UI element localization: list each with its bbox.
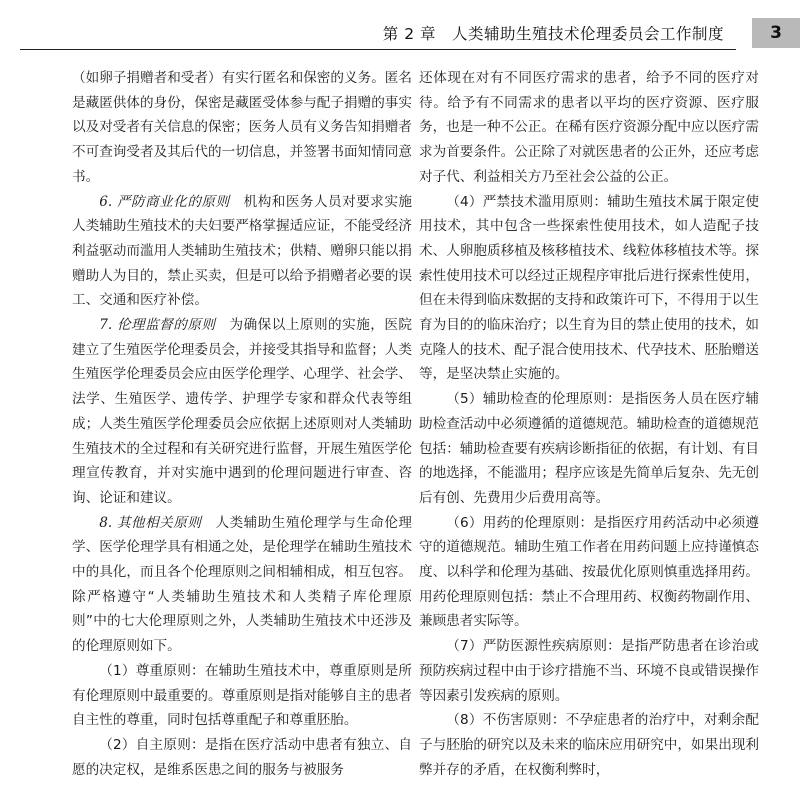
paragraph-text: （2）自主原则：是指在医疗活动中患者有独立、自愿的决定权，是维系医患之间的服务与被服务 <box>72 736 412 778</box>
right-column <box>419 66 759 782</box>
paragraph <box>419 634 759 708</box>
paragraph <box>419 708 759 782</box>
paragraph-text: （6）用药的伦理原则：是指医疗用药活动中必须遵守的道德规范。辅助生殖工作者在用药问题上应持谨慎态度、以科学和伦理为基础、按最优化原则慎重选择用药。用药伦理原则包括：禁止不合理用药、权衡药物副作用、兼顾患者实际等。 <box>419 514 759 630</box>
paragraph <box>72 313 412 511</box>
paragraph <box>419 511 759 635</box>
paragraph <box>419 387 759 511</box>
paragraph <box>419 66 759 190</box>
paragraph-text: （如卵子捐赠者和受者）有实行匿名和保密的义务。匿名是藏匿供体的身份，保密是藏匿受体参与配子捐赠的事实以及对受者有关信息的保密；医务人员有义务告知捐赠者不可查询受者及其后代的一切信息，并签署书面知情同意书。 <box>72 70 412 185</box>
paragraph-text: （8）不伤害原则：不孕症患者的治疗中，对剩余配子与胚胎的研究以及未来的临床应用研究中，如果出现利弊并存的矛盾，在权衡利弊时， <box>419 712 759 778</box>
paragraph <box>72 190 412 314</box>
page-header <box>0 0 800 64</box>
paragraph <box>72 659 412 733</box>
paragraph <box>419 190 759 388</box>
principle-heading: 7. 伦理监督的原则 <box>99 317 216 334</box>
principle-heading: 8. 其他相关原则 <box>99 514 202 531</box>
paragraph-text: （7）严防医源性疾病原则：是指严防患者在诊治或预防疾病过程中由于诊疗措施不当、环境不良或错误操作等因素引发疾病的原则。 <box>419 638 759 704</box>
left-column <box>72 66 412 782</box>
paragraph-text: 还体现在对有不同医疗需求的患者，给予不同的医疗对待。给予有不同需求的患者以平均的医疗资源、医疗服务，也是一种不公正。在稀有医疗资源分配中应以医疗需求为首要条件。公正除了对就医患者的公正外，还应考虑对子代、利益相关方乃至社会公益的公正。 <box>419 70 759 185</box>
paragraph-text: （4）严禁技术滥用原则：辅助生殖技术属于限定使用技术，其中包含一些探索性使用技术，如人造配子技术、人卵胞质移植及核移植技术、线粒体移植技术等。探索性使用技术可以经过正规程序审批后进行探索性使用，但在未得到临床数据的支持和政策许可下，不得用于以生育为目的的临床治疗；以生育为目的禁止使用的技术，如克隆人的技术、配子混合使用技术、代孕技术、胚胎赠送等，是坚决禁止实施的。 <box>419 193 759 383</box>
paragraph-text: （1）尊重原则：在辅助生殖技术中，尊重原则是所有伦理原则中最重要的。尊重原则是指对能够自主的患者自主性的尊重，同时包括尊重配子和尊重胚胎。 <box>72 662 412 729</box>
paragraph <box>72 733 412 782</box>
paragraph-text: 机构和医务人员对要求实施人类辅助生殖技术的夫妇要严格掌握适应证，不能受经济利益驱动而滥用人类辅助生殖技术；供精、赠卵只能以捐赠助人为目的，禁止买卖，但是可以给予捐赠者必要的误工、交通和医疗补偿。 <box>72 193 413 309</box>
chapter-title: 第 2 章 人类辅助生殖技术伦理委员会工作制度 <box>382 25 724 43</box>
paragraph-text: （5）辅助检查的伦理原则：是指医务人员在医疗辅助检查活动中必须遵循的道德规范。辅助检查的道德规范包括：辅助检查要有疾病诊断指征的依据，有计划、有目的地选择，不能滥用；程序应该是先简单后复杂、先无创后有创、先费用少后费用高等。 <box>419 391 759 506</box>
paragraph-text: 为确保以上原则的实施，医院建立了生殖医学伦理委员会，并接受其指导和监督；人类生殖医学伦理委员会应由医学伦理学、心理学、社会学、法学、生殖医学、遗传学、护理学专家和群众代表等组成；人类生殖医学伦理委员会应依据上述原则对人类辅助生殖技术的全过程和有关研究进行监督，开展生殖医学伦理宣传教育，并对实施中遇到的伦理问题进行审查、咨询、论证和建议。 <box>72 317 412 506</box>
principle-heading: 6. 严防商业化的原则 <box>99 193 230 210</box>
paragraph <box>72 511 412 659</box>
paragraph <box>72 66 412 190</box>
header-divider <box>20 49 736 50</box>
page-number: 3 <box>752 18 800 48</box>
paragraph-text: 人类辅助生殖伦理学与生命伦理学、医学伦理学具有相通之处，是伦理学在辅助生殖技术中的具化，而且各个伦理原则之间相辅相成，相互包容。除严格遵守“人类辅助生殖技术和人类精子库伦理原则”中的七大伦理原则之外，人类辅助生殖技术中还涉及的伦理原则如下。 <box>72 514 412 655</box>
